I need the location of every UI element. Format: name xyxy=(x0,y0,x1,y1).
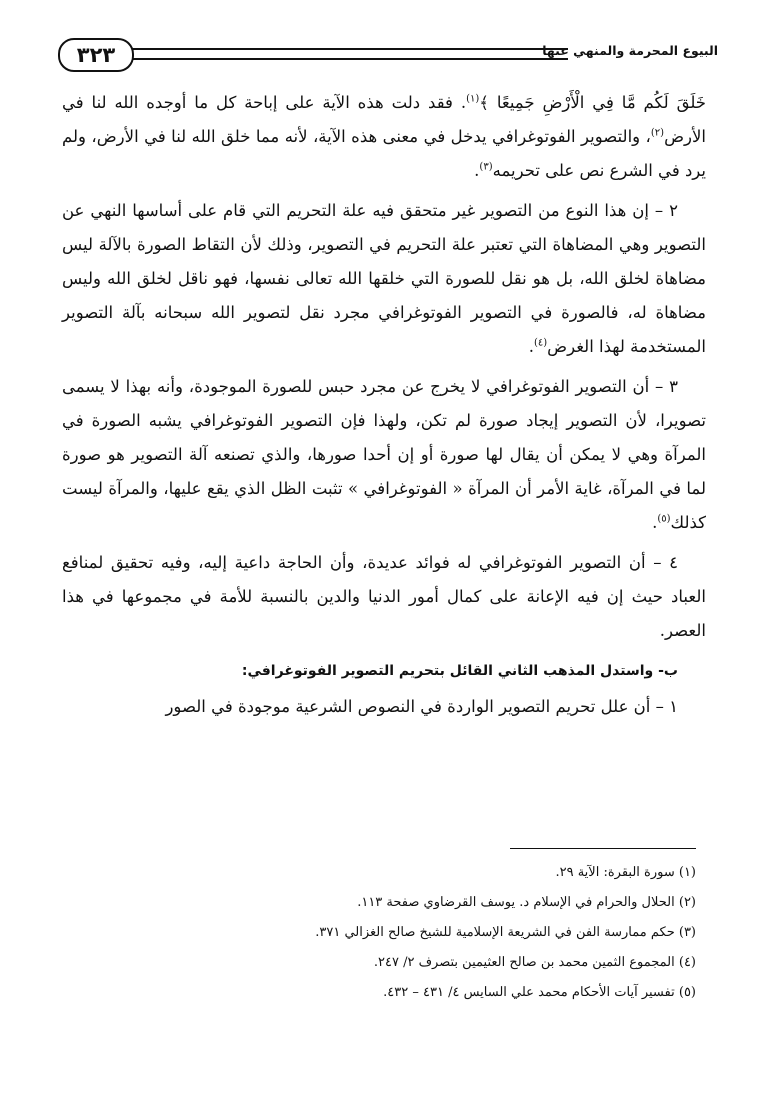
paragraph-2-text: ٢ – إن هذا النوع من التصوير غير متحقق فيه علة التحريم التي قام على أساسها النهي عن التصوير وهي المضاهاة التي تعتبر علة التحريم في التصوير، وذلك لأن التقاط الصورة بالآلة ليس مضاهاة لخلق الله، بل هو نقل للصورة التي خلقها الله تعالى نفسها، فهو ناقل لخلق الله وليس مضاهاة له، فالصورة في التصوير الفوتوغرافي مجرد نقل لتصوير الله سبحانه بآلة التصوير المستخدمة لهذا الغرض xyxy=(62,201,706,356)
main-text xyxy=(62,86,706,730)
paragraph-5: ١ – أن علل تحريم التصوير الواردة في النصوص الشرعية موجودة في الصور xyxy=(165,697,678,716)
paragraph-2 xyxy=(62,194,706,364)
footnote-4: (٤) المجموع الثمين محمد بن صالح العثيمين بتصرف ٢/ ٢٤٧. xyxy=(373,955,696,970)
running-title: البيوع المحرمة والمنهي عنها xyxy=(542,43,718,58)
footnote-ref-1: (١) xyxy=(466,93,480,105)
paragraph-1-end: . xyxy=(474,161,480,180)
paragraph-2-end: . xyxy=(528,337,534,356)
footnote-ref-5: (٥) xyxy=(657,513,671,525)
footnote-1: (١) سورة البقرة: الآية ٢٩. xyxy=(555,865,696,880)
header-double-rule xyxy=(130,48,568,60)
paragraph-1-text-cont: ، والتصوير الفوتوغرافي يدخل في معنى هذه الآية، لأنه مما خلق الله لنا في الأرض، ولم يرد في الشرع نص على تحريمه xyxy=(62,127,706,180)
paragraph-1 xyxy=(62,86,706,188)
paragraph-3-end: . xyxy=(652,513,658,532)
quran-verse: خَلَقَ لَكُم مَّا فِي الْأَرْضِ جَمِيعًا ﴾ xyxy=(479,93,706,112)
paragraph-3 xyxy=(62,370,706,540)
footnote-5: (٥) تفسير آيات الأحكام محمد علي السايس ٤/ ٤٣١ – ٤٣٢. xyxy=(383,985,696,1000)
section-heading: ب- واستدل المذهب الثاني القائل بتحريم التصوير الفوتوغرافي: xyxy=(241,663,678,679)
page-header xyxy=(50,38,718,78)
page-number: ٣٢٣ xyxy=(58,38,134,72)
footnote-3: (٣) حكم ممارسة الفن في الشريعة الإسلامية للشيخ صالح الغزالي ٣٧١. xyxy=(315,925,696,940)
footnote-2: (٢) الحلال والحرام في الإسلام د. يوسف القرضاوي صفحة ١١٣. xyxy=(357,895,696,910)
footnote-ref-2: (٢) xyxy=(650,127,665,139)
footnote-separator xyxy=(510,848,696,849)
footnote-ref-4: (٤) xyxy=(533,337,548,349)
paragraph-4: ٤ – أن التصوير الفوتوغرافي له فوائد عديدة، وأن الحاجة داعية إليه، وفيه تحقيق لمنافع العباد حيث إن فيه الإعانة على كمال أمور الدنيا والدين بالنسبة للأمة في مجموعها في هذا العصر. xyxy=(62,553,706,640)
paragraph-3-text: ٣ – أن التصوير الفوتوغرافي لا يخرج عن مجرد حبس للصورة الموجودة، وأنه بهذا لا يسمى تصويرا، لأن التصوير إيجاد صورة لم تكن، ولهذا فإن التصوير الفوتوغرافي يشبه الصورة في المرآة وهي لا يمكن أن يقال لها صورة أو إن أحدا صورها، والذي تصنعه آلة التصوير هو صورة لما في المرآة، غاية الأمر أن المرآة « الفوتوغرافي » تثبت الظل الذي يقع عليها، والمرآة ليست كذلك xyxy=(62,377,706,532)
paragraph-1-text: . فقد دلت هذه الآية على إباحة كل ما أوجده الله لنا في الأرض xyxy=(62,93,706,146)
footnote-ref-3: (٣) xyxy=(479,161,493,173)
footnotes xyxy=(52,858,696,1008)
